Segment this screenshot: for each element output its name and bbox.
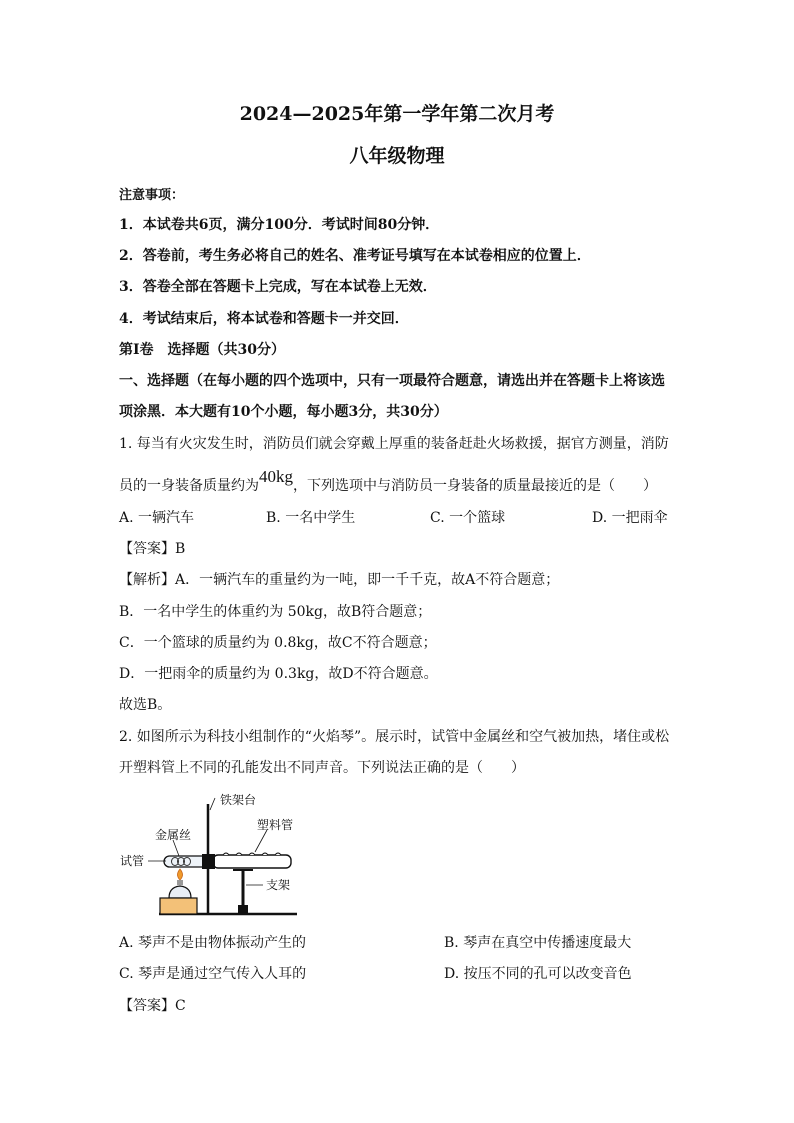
analysis-line: C．一个篮球的质量约为 0.8kg，故C不符合题意； — [119, 635, 437, 651]
section-instruction: 项涂黑．本大题有10个小题，每小题3分，共30分） — [119, 404, 448, 420]
label-support: 支架 — [266, 878, 291, 892]
label-stand: 铁架台 — [220, 793, 257, 807]
question-text: 2. 如图所示为科技小组制作的“火焰琴”。展示时，试管中金属丝和空气被加热，堵住或松 — [119, 729, 670, 745]
alcohol-lamp — [169, 886, 191, 898]
notice-heading: 注意事项： — [119, 188, 185, 203]
plastic-pipe — [213, 855, 291, 868]
notice-item: 1．本试卷共6页，满分100分．考试时间80分钟． — [119, 217, 440, 233]
lamp-cap — [177, 880, 183, 885]
exam-subtitle: 八年级物理 — [349, 145, 445, 167]
option-c: C. 琴声是通过空气传入人耳的 — [119, 966, 307, 982]
label-wire: 金属丝 — [155, 828, 192, 842]
notice-item: 4．考试结束后，将本试卷和答题卡一并交回． — [119, 311, 409, 327]
label-pipe: 塑料管 — [257, 818, 294, 832]
flame — [178, 869, 183, 880]
question-text: 1. 每当有火灾发生时，消防员们就会穿戴上厚重的装备赶赴火场救援，据官方测量，消防 — [119, 436, 669, 452]
section-instruction: 一、选择题（在每小题的四个选项中，只有一项最符合题意，请选出并在答题卡上将该选 — [119, 373, 665, 389]
option-a: A. 一辆汽车 — [119, 510, 195, 526]
option-a: A. 琴声不是由物体振动产生的 — [119, 935, 307, 951]
exam-title: 2024—2025年第一学年第二次月考 — [239, 103, 555, 125]
question-text-part: ，下列选项中与消防员一身装备的质量最接近的是（ ） — [293, 478, 657, 494]
analysis-line: 故选B。 — [119, 697, 172, 713]
notice-item: 2．答卷前，考生务必将自己的姓名、准考证号填写在本试卷相应的位置上． — [119, 248, 591, 264]
analysis-line: 【解析】A．一辆汽车的重量约为一吨，即一千千克，故A不符合题意； — [119, 572, 560, 588]
label-tube: 试管 — [120, 854, 145, 868]
answer: 【答案】B — [119, 541, 186, 557]
lamp-block — [160, 898, 197, 914]
section-title: 第Ⅰ卷 选择题（共30分） — [119, 342, 286, 358]
leader-stand — [210, 798, 215, 810]
option-b: B. 琴声在真空中传播速度最大 — [444, 935, 632, 951]
mass-value: 40kg — [259, 467, 293, 486]
option-c: C. 一个篮球 — [430, 510, 506, 526]
question-text-part: 员的一身装备质量约为 — [119, 478, 259, 494]
option-b: B. 一名中学生 — [266, 510, 356, 526]
notice-item: 3．答卷全部在答题卡上完成，写在本试卷上无效． — [119, 279, 437, 295]
option-d: D. 按压不同的孔可以改变音色 — [444, 966, 632, 982]
answer: 【答案】C — [119, 998, 186, 1014]
support-foot — [238, 905, 248, 914]
question-text — [119, 467, 657, 496]
option-d: D. 一把雨伞 — [592, 510, 668, 526]
analysis-line: B．一名中学生的体重约为 50kg，故B符合题意； — [119, 604, 432, 620]
question-text: 开塑料管上不同的孔能发出不同声音。下列说法正确的是（ ） — [119, 760, 525, 776]
clamp — [202, 854, 215, 869]
analysis-line: D．一把雨伞的质量约为 0.3kg，故D不符合题意。 — [119, 666, 438, 682]
